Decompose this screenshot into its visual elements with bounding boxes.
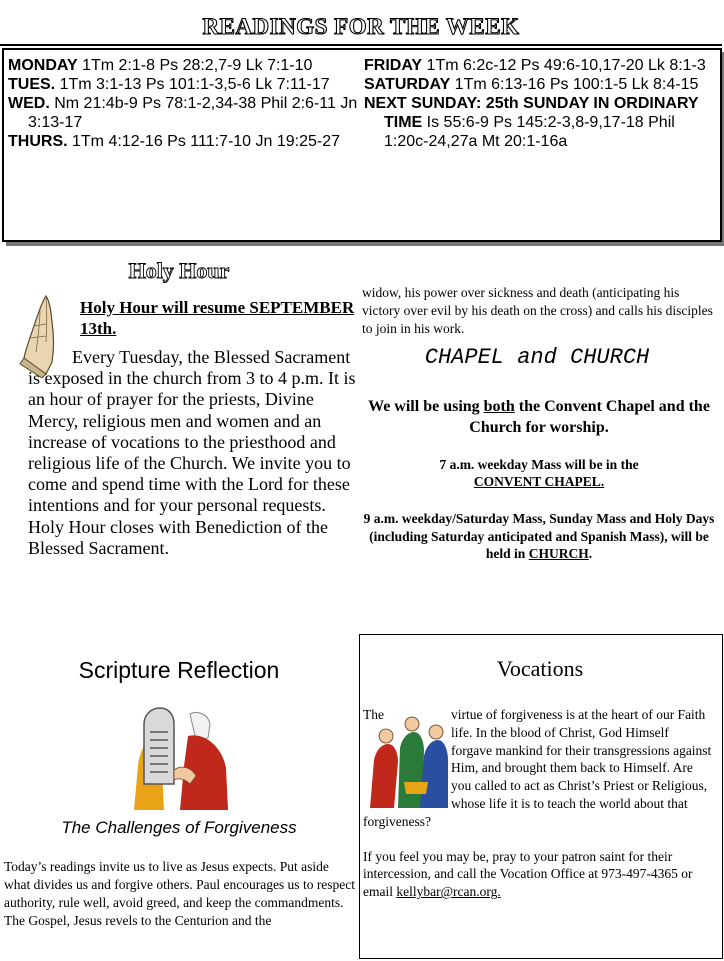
holy-hour-body bbox=[28, 347, 356, 559]
page-title: READINGS FOR THE WEEK bbox=[202, 14, 520, 39]
chapel-weekday-mass: 7 a.m. weekday Mass will be in the CONVENT CHAPEL. bbox=[439, 457, 639, 489]
vocations-paragraph-1: The virtue of forgiveness is at the heart of our Faith life. In the blood of Christ, God Himself forgave mankind for their transgressions against Him, and brought them back to Himself. Are you called to act as Christ’s Priest or Religious, whose life it is to teach the world about that forgiveness? bbox=[363, 707, 712, 829]
scripture-subtitle: The Challenges of Forgiveness bbox=[61, 818, 297, 837]
chapel-church-title: CHAPEL and CHURCH bbox=[424, 345, 650, 370]
reading-entry: TUES. 1Tm 3:1-13 Ps 101:1-3,5-6 Lk 7:11-17 bbox=[8, 76, 330, 93]
scripture-paragraph: The Gospel, Jesus revels to the Centurion and the bbox=[4, 913, 272, 928]
title-divider bbox=[0, 44, 722, 46]
vocations-body bbox=[363, 706, 713, 901]
reading-entry: NEXT SUNDAY: 25th SUNDAY IN ORDINARY TIME Is 55:6-9 Ps 145:2-3,8-9,17-18 Phil 1:20c-24,27a Mt 20:1-16a bbox=[364, 95, 699, 150]
chapel-subtitle: We will be using both the Convent Chapel and the Church for worship. bbox=[368, 398, 710, 436]
reading-entry: FRIDAY 1Tm 6:2c-12 Ps 49:6-10,17-20 Lk 8:1-3 bbox=[364, 57, 706, 74]
readings-right-column bbox=[364, 56, 716, 151]
commandment-tablets-icon bbox=[130, 706, 230, 810]
reading-entry: MONDAY 1Tm 2:1-8 Ps 28:2,7-9 Lk 7:1-10 bbox=[8, 57, 313, 74]
vocations-the: The bbox=[363, 707, 384, 722]
reading-entry: WED. Nm 21:4b-9 Ps 78:1-2,34-38 Phil 2:6-11 Jn 3:13-17 bbox=[8, 95, 358, 131]
scripture-reflection-title: Scripture Reflection bbox=[78, 657, 280, 683]
vocations-email-link[interactable]: kellybar@rcan.org. bbox=[396, 884, 501, 900]
readings-left-column bbox=[8, 56, 358, 151]
readings-box bbox=[2, 48, 722, 242]
scripture-paragraph: Today’s readings invite us to live as Jesus expects. Put aside what divides us and forgive others. Paul encourages us to respect authority, rule well, avoid greed, and keep the commandments. bbox=[4, 859, 356, 910]
reading-entry: SATURDAY 1Tm 6:13-16 Ps 100:1-5 Lk 8:4-15 bbox=[364, 76, 699, 93]
holy-hour-subtitle: Holy Hour will resume SEPTEMBER 13th. bbox=[80, 298, 355, 338]
vocations-title: Vocations bbox=[496, 656, 584, 681]
holy-hour-text: Every Tuesday, the Blessed Sacrament is exposed in the church from 3 to 4 p.m. It is an hour of prayer for the priests, Divine Mercy, religious men and women and an increase of vocations to the priesthood and religious life of the Church. We invite you to come and spend time with the Lord for these intentions and for your personal requests. Holy Hour closes with Benediction of the Blessed Sacrament. bbox=[28, 347, 356, 558]
reading-entry: THURS. 1Tm 4:12-16 Ps 111:7-10 Jn 19:25-27 bbox=[8, 133, 341, 150]
holy-hour-title: Holy Hour bbox=[128, 258, 230, 283]
scripture-body bbox=[4, 858, 356, 930]
gospel-continuation-text: widow, his power over sickness and death (anticipating his victory over evil by his death on the cross) and calls his disciples to join in his work. bbox=[362, 285, 713, 336]
church-mass-info: 9 a.m. weekday/Saturday Mass, Sunday Mass and Holy Days (including Saturday anticipated and Spanish Mass), will be held in CHURCH. bbox=[363, 511, 715, 561]
vocations-paragraph-2: If you feel you may be, pray to your patron saint for their intercession, and call the Vocation Office at 973-497-4365 or email kellybar@rcan.org. bbox=[363, 848, 693, 900]
